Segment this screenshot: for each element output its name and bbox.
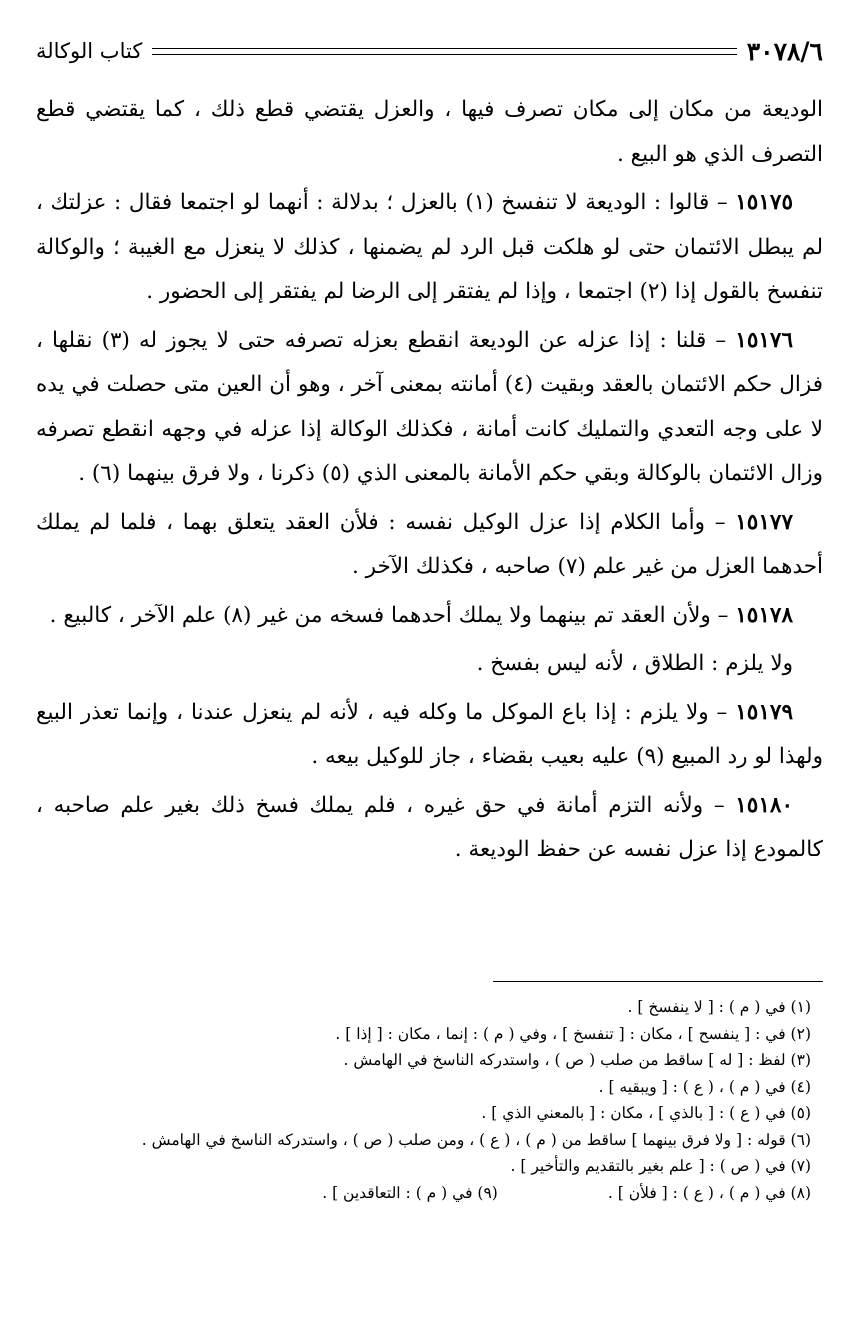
footnote: (٧) في ( ص ) : [ علم بغير بالتقديم والتأخير ] . <box>510 1157 811 1175</box>
paragraph <box>36 594 823 639</box>
paragraph-text: – ولأن العقد تم بينهما ولا يملك أحدهما فسخه من غير (٨) علم الآخر ، كالبيع . <box>49 602 736 628</box>
paragraph-text: الوديعة من مكان إلى مكان تصرف فيها ، والعزل يقتضي قطع ذلك ، كما يقتضي قطع التصرف الذي هو البيع . <box>36 97 823 167</box>
footnote: (٦) قوله : [ ولا فرق بينهما ] ساقط من ( م ) ، ( ع ) ، ومن صلب ( ص ) ، واستدركه الناسخ في الهامش . <box>141 1130 811 1149</box>
footnote: (٣) لفظ : [ له ] ساقط من صلب ( ص ) ، واستدركه الناسخ في الهامش . <box>343 1051 811 1069</box>
paragraph <box>36 501 823 590</box>
running-header <box>36 34 823 68</box>
paragraph <box>36 88 823 177</box>
paragraph <box>36 784 823 873</box>
footnote: (١) في ( م ) : [ لا ينفسخ ] . <box>627 998 811 1016</box>
paragraph-text: – ولأنه التزم أمانة في حق غيره ، فلم يملك فسخ ذلك بغير علم صاحبه ، كالمودع إذا عزل نفسه عن حفظ الوديعة . <box>36 792 823 862</box>
footnotes <box>36 994 811 1206</box>
page-number: ٣٠٧٨/٦ <box>746 36 823 66</box>
paragraph-number: ١٥١٧٧ <box>735 509 793 535</box>
paragraph-text: ولا يلزم : الطلاق ، لأنه ليس بفسخ . <box>476 651 793 676</box>
paragraph <box>36 181 823 315</box>
footnote-rule <box>493 981 823 982</box>
footnote: (٥) في ( ع ) : [ بالذي ] ، مكان : [ بالمعني الذي ] . <box>481 1104 811 1122</box>
main-text <box>36 88 823 877</box>
footnote-row <box>36 1180 811 1207</box>
paragraph-number: ١٥١٧٩ <box>735 699 793 725</box>
footnote: (٨) في ( م ) ، ( ع ) : [ فلأن ] . <box>607 1183 811 1202</box>
footnote: (٩) في ( م ) : التعاقدين ] . <box>322 1183 498 1202</box>
paragraph <box>36 642 823 687</box>
paragraph-number: ١٥١٧٨ <box>735 602 793 628</box>
paragraph-text: – قلنا : إذا عزله عن الوديعة انقطع بعزله تصرفه حتى لا يجوز له (٣) نقلها ، فزال حكم الائتمان بالعقد وبقيت (٤) أمانته بمعنى آخر ، وهو أن العين متى حصلت في يده لا على وجه التعدي والتمليك كانت أمانة ، فكذلك الوكالة إذا عزله في وجهه انقطع تصرفه وزال الائتمان بالوكالة وبقي حكم الأمانة بالمعنى الذي (٥) ذكرنا ، ولا فرق بينهما (٦) . <box>36 327 823 486</box>
paragraph <box>36 319 823 497</box>
paragraph <box>36 691 823 780</box>
paragraph-text: – وأما الكلام إذا عزل الوكيل نفسه : فلأن العقد يتعلق بهما ، فلما لم يملك أحدهما العزل من غير علم (٧) صاحبه ، فكذلك الآخر . <box>36 509 823 579</box>
header-rule <box>152 48 736 55</box>
paragraph-number: ١٥١٧٦ <box>735 327 794 353</box>
footnote: (٤) في ( م ) ، ( ع ) : [ ويبقيه ] . <box>598 1077 811 1096</box>
book-title: كتاب الوكالة <box>36 39 143 63</box>
paragraph-number: ١٥١٨٠ <box>735 792 793 818</box>
footnote: (٢) في : [ ينفسح ] ، مكان : [ تنفسخ ] ، وفي ( م ) : إنما ، مكان : [ إذا ] . <box>335 1024 811 1043</box>
paragraph-text: – قالوا : الوديعة لا تنفسخ (١) بالعزل ؛ بدلالة : أنهما لو اجتمعا فقال : عزلتك ، لم يبطل الائتمان حتى لو هلكت قبل الرد لم يضمنها ، كذلك لا ينعزل مع الغيبة ؛ والوكالة تنفسخ بالقول إذا (٢) اجتمعا ، وإذا لم يفتقر إلى الرضا لم يفتقر إلى الحضور . <box>36 190 823 304</box>
paragraph-text: – ولا يلزم : إذا باع الموكل ما وكله فيه ، لأنه لم ينعزل عندنا ، وإنما تعذر البيع ولهذا لو رد المبيع (٩) عليه بعيب بقضاء ، جاز للوكيل بيعه . <box>36 699 823 769</box>
paragraph-number: ١٥١٧٥ <box>735 190 793 215</box>
